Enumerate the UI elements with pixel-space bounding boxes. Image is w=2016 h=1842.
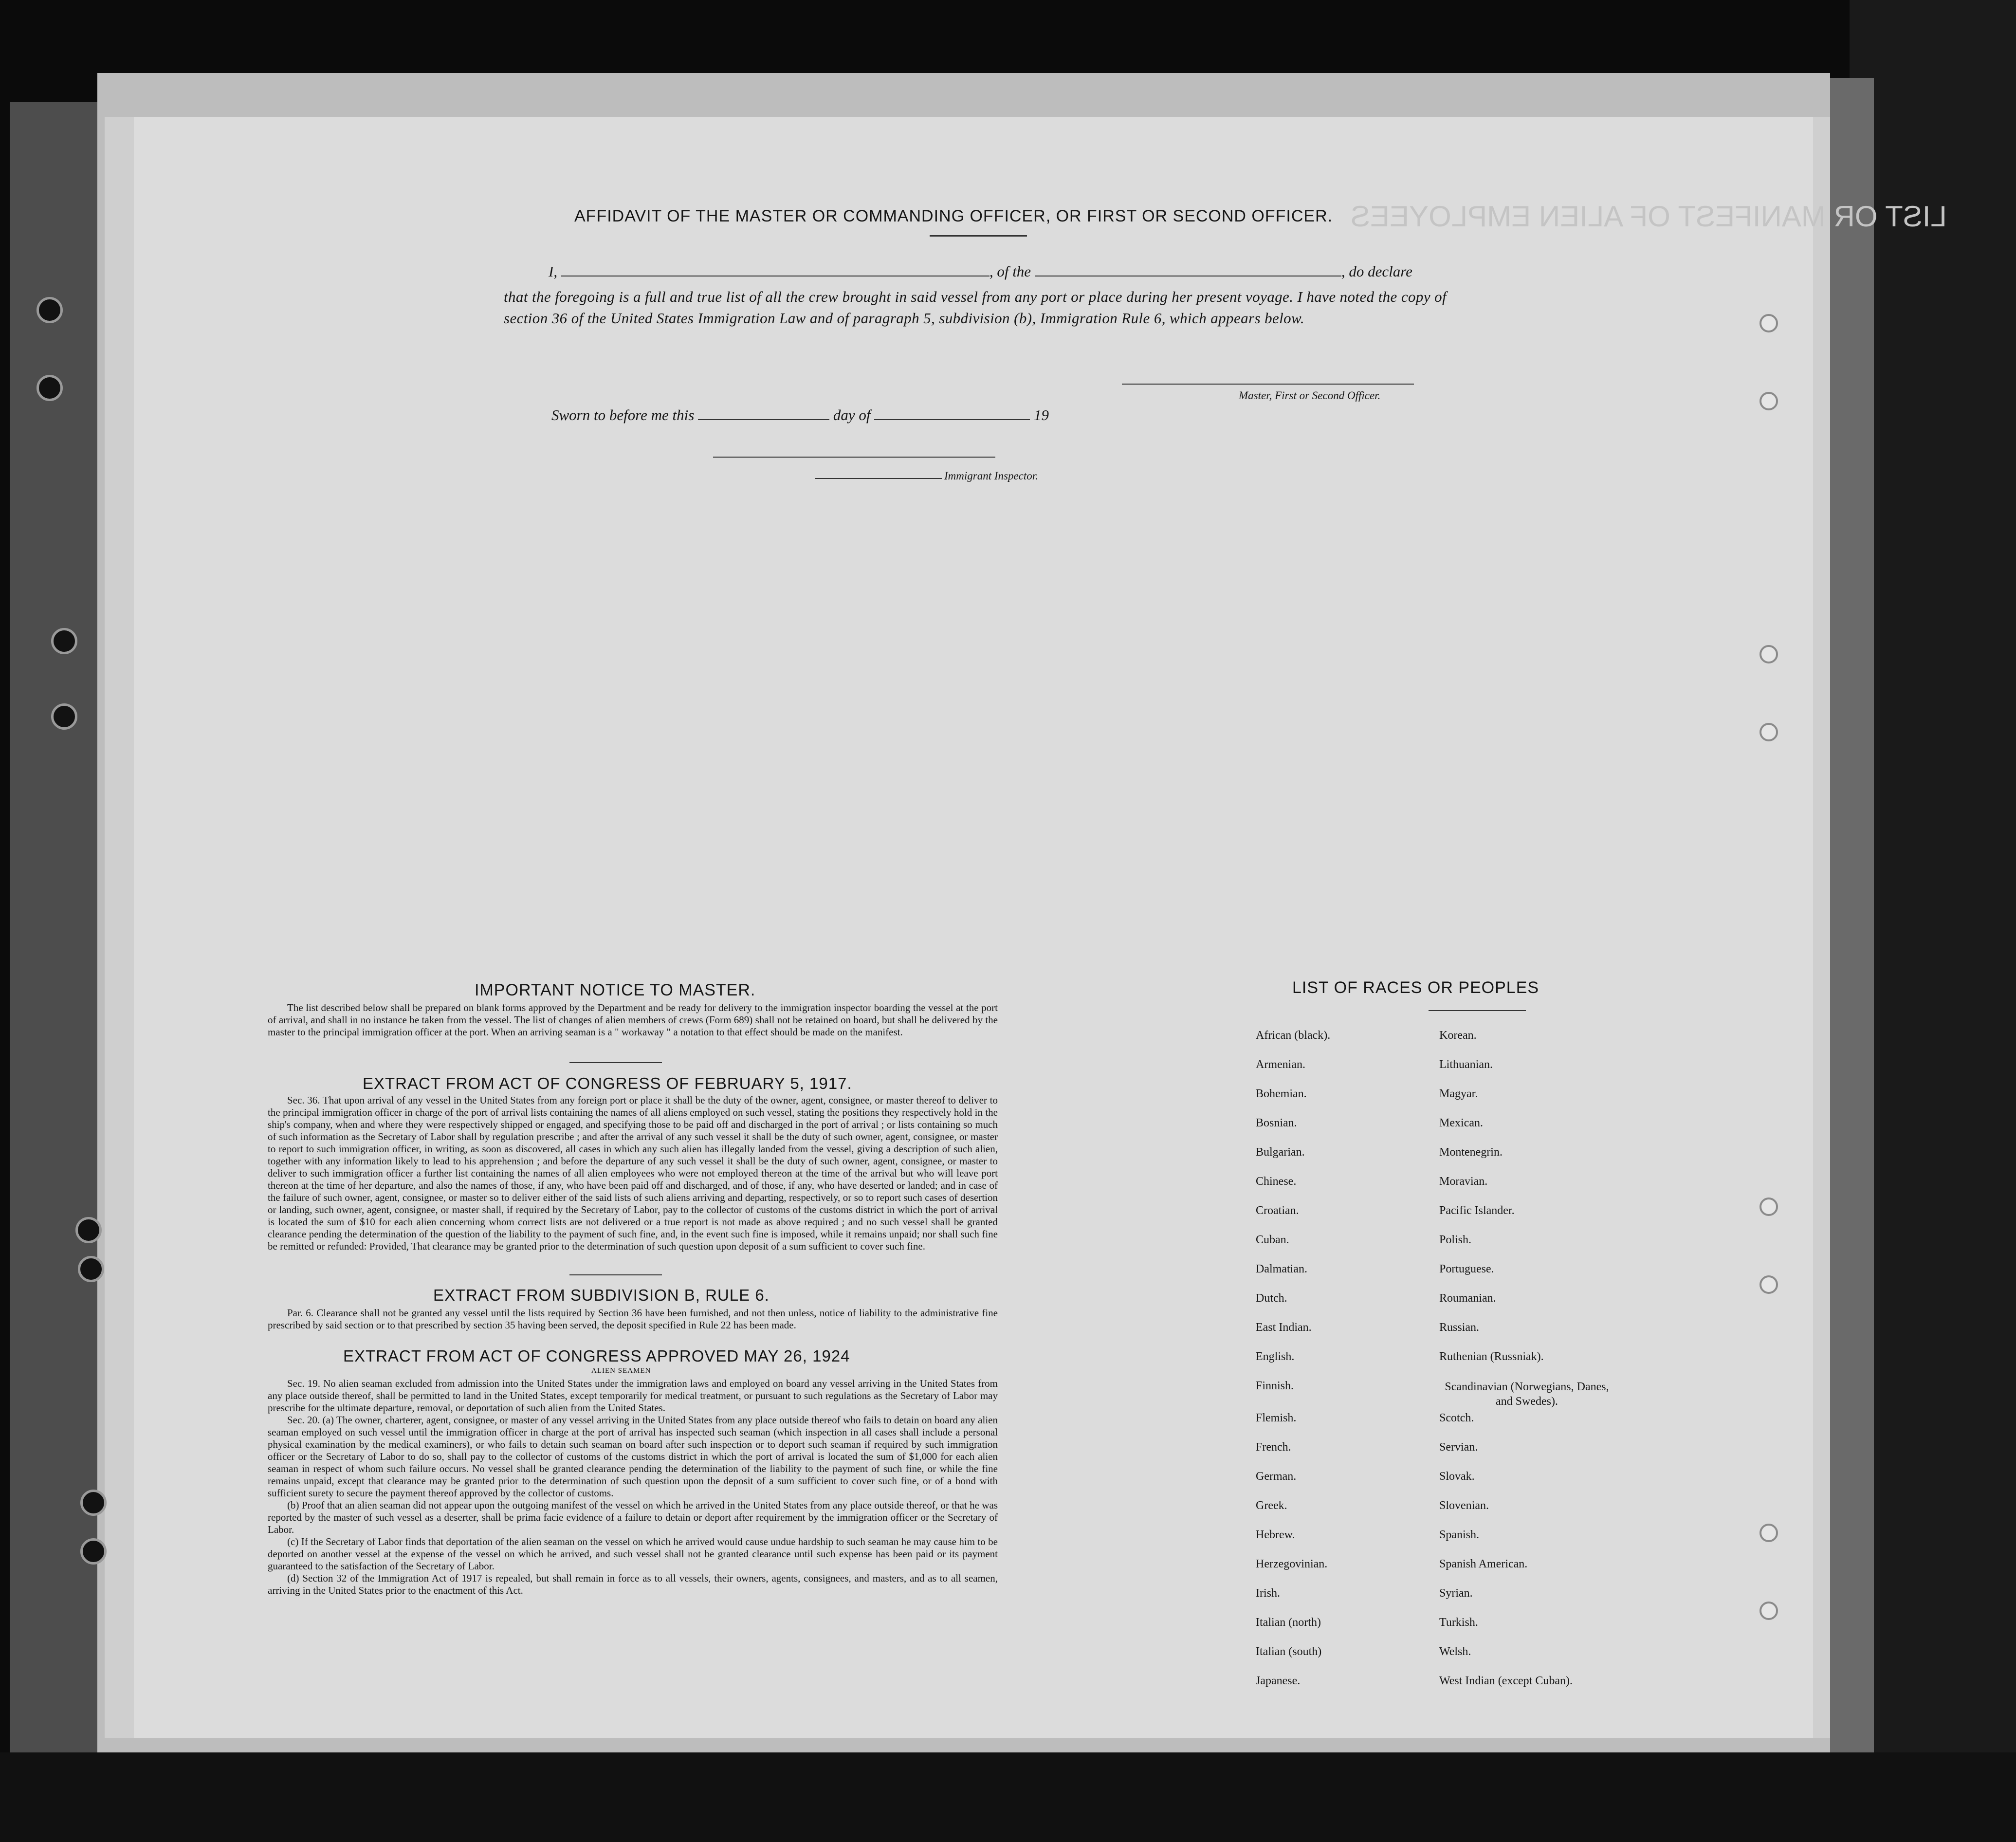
sworn-day-label: day of (833, 406, 871, 424)
right-binding-strip (1830, 78, 1874, 1752)
extract-1924-paragraph: (c) If the Secretary of Labor finds that deportation of the alien seaman on the vessel on which he arrived would cause undue hardship to such seaman he may cause him to be deported on another vessel at the expense of the vessel on which he arrived, and such vessel shall not be granted clearance until such expense has been paid or its payment guaranteed to the satisfaction of the Secretary of Labor. (268, 1536, 998, 1572)
race-item: West Indian (except Cuban). (1439, 1675, 1573, 1687)
declare-mid: , of the (989, 263, 1031, 280)
race-item: Irish. (1256, 1587, 1280, 1600)
race-item: Bosnian. (1256, 1117, 1297, 1129)
race-item: English. (1256, 1350, 1295, 1363)
race-item: Scandinavian (Norwegians, Danes, and Swedes). (1445, 1381, 1609, 1408)
inspector-label: Immigrant Inspector. (944, 470, 1038, 482)
title-divider (930, 235, 1027, 237)
race-item: Montenegrin. (1439, 1146, 1503, 1159)
race-item: Slovenian. (1439, 1499, 1489, 1512)
race-item: Finnish. (1256, 1380, 1294, 1392)
vessel-blank[interactable] (1035, 275, 1341, 276)
binder-hole (1759, 1275, 1778, 1294)
extract-1924-subtitle: ALIEN SEAMEN (591, 1367, 651, 1375)
extract-1924-paragraph: (d) Section 32 of the Immigration Act of 1917 is repealed, but shall remain in force as to all vessels, their owners, agents, consignees, and masters, and as to all seamen, arriving in the United States prior to the enactment of this Act. (268, 1572, 998, 1596)
race-item: Herzegovinian. (1256, 1558, 1328, 1570)
race-item: Cuban. (1256, 1234, 1289, 1246)
binder-hole (75, 1217, 102, 1243)
binder-hole (1759, 1602, 1778, 1620)
binder-hole (78, 1256, 104, 1282)
races-divider (1429, 1010, 1526, 1011)
binder-hole (37, 297, 63, 323)
race-item: Dalmatian. (1256, 1263, 1307, 1275)
race-item: Roumanian. (1439, 1292, 1496, 1305)
extract-1924-paragraph: Sec. 20. (a) The owner, charterer, agent, consignee, or master of any vessel arriving in the United States from any place outside thereof who fails to detain on board any alien seaman employed on such vessel until the immigration officer in charge at the port of arrival has inspected such seaman (which inspection in all cases shall include a personal physical examination by the medical examiners), or who fails to detain such seaman on board after such inspection or to deport such seaman if required by such immigration officer or the Secretary of Labor to do so, shall pay to the collector of customs of the customs district in which the port of arrival is located the sum of $1,000 for each alien seaman in respect of whom such failure occurs. No vessel shall be granted clearance pending the determination of the liability to the payment of such fine, or while the fine remains unpaid, except that clearance may be granted prior to the determination of such question upon the deposit of a sum sufficient to cover such fine, or of a bond with sufficient surety to secure the payment thereof approved by the collector of customs. (268, 1414, 998, 1499)
race-item: Greek. (1256, 1499, 1287, 1512)
binder-hole (1759, 1197, 1778, 1216)
extract-1924-paragraph: Sec. 19. No alien seaman excluded from admission into the United States under the immigration laws and employed on board any vessel arriving in the United States from any place outside thereof, shall be permitted to land in the United States, except temporarily for medical treatment, or pursuant to such regulations as the Secretary of Labor may prescribe for the ultimate departure, removal, or deportation of such alien from the United States. (268, 1378, 998, 1414)
notice-title: IMPORTANT NOTICE TO MASTER. (475, 981, 756, 999)
race-item: East Indian. (1256, 1321, 1312, 1334)
race-item: German. (1256, 1470, 1297, 1483)
declaration-body: that the foregoing is a full and true list of all the crew brought in said vessel from any port or place during her present voyage. I have noted the copy of section 36 of the United States Immigration Law and of paragraph 5, subdivision (b), Immigration Rule 6, which appears below. (504, 288, 1447, 327)
race-item: Lithuanian. (1439, 1058, 1493, 1071)
extract-rule6-title: EXTRACT FROM SUBDIVISION B, RULE 6. (433, 1286, 770, 1304)
race-item: Servian. (1439, 1441, 1478, 1454)
race-item: Croatian. (1256, 1204, 1299, 1217)
extract-rule6-paragraph: Par. 6. Clearance shall not be granted any vessel until the lists required by Section 36 have been furnished, and not then unless, notice of liability to the administrative fine prescribed by said section or to that prescribed by section 35 having been served, the deposit specified in Rule 22 has been made. (268, 1307, 998, 1331)
declaration-line (549, 263, 1590, 280)
binder-hole (37, 375, 63, 401)
race-item: Turkish. (1439, 1616, 1478, 1629)
race-item: Ruthenian (Russniak). (1439, 1350, 1544, 1363)
race-item: Bulgarian. (1256, 1146, 1305, 1159)
inspector-lead-line (815, 478, 942, 479)
section-divider (569, 1062, 662, 1063)
inspector-signature-line[interactable] (713, 457, 995, 458)
race-item: Bohemian. (1256, 1087, 1307, 1100)
binder-hole (1759, 645, 1778, 663)
right-dark-edge (1850, 0, 2016, 1842)
race-item: Magyar. (1439, 1087, 1478, 1100)
race-item: Portuguese. (1439, 1263, 1494, 1275)
race-item: Hebrew. (1256, 1529, 1295, 1541)
race-item: Russian. (1439, 1321, 1480, 1334)
race-item: Armenian. (1256, 1058, 1305, 1071)
extract-1917-paragraph: Sec. 36. That upon arrival of any vessel in the United States from any foreign port or place it shall be the duty of the owner, agent, consignee, or master thereof to deliver to the principal immigration officer in charge of the port of arrival lists containing the names of all aliens employed on such vessel, stating the positions they respectively hold in the ship's company, when and where they were respectively shipped or engaged, and specifying those to be paid off and discharged in the port of arrival ; or lists containing so much of such information as the Secretary of Labor shall by regulation prescribe ; and after the arrival of any such vessel it shall be the duty of such owner, agent, consignee, or master to report to such immigration officer, in writing, as soon as discovered, all cases in which any such alien has illegally landed from the vessel, giving a description of such alien, together with any information likely to lead to his apprehension ; and before the departure of any such vessel it shall be the duty of such owner, agent, consignee, or master to deliver to such immigration officer a further list containing the names of all alien employees who were not employed thereon at the time of the arrival but who will leave port thereon at the time of her departure, and also the names of those, if any, who have been paid off and discharged, and of those, if any, who have deserted or landed; and in case of the failure of such owner, agent, consignee, or master so to deliver either of the said lists of such aliens arriving and departing, respectively, or so to report such cases of desertion or landing, such owner, agent, consignee, or master shall, if required by the Secretary of Labor, pay to the collector of customs of the customs district in which the port of arrival is located the sum of $10 for each alien concerning whom correct lists are not delivered or a true report is not made as above required ; and no such vessel shall be granted clearance pending the determination of the question of the liability to the payment of such fine, and, in the event such fine is imposed, while it remains unpaid; nor shall such fine be remitted or refunded: Provided, That clearance may be granted prior to the determination of such question upon deposit of a sum sufficient to cover such fine. (268, 1094, 998, 1252)
binder-hole (51, 628, 77, 654)
extract-1924-paragraph: (b) Proof that an alien seaman did not appear upon the outgoing manifest of the vessel on which he arrived in the United States from any place outside thereof, or that he was reported by the master of such vessel as a deserter, shall be prima facie evidence of a failure to detain or deport after requirement by the immigration officer or the Secretary of Labor. (268, 1499, 998, 1535)
binder-hole (1759, 392, 1778, 410)
race-item: Welsh. (1439, 1645, 1471, 1658)
extract-1924-title: EXTRACT FROM ACT OF CONGRESS APPROVED MAY 26, 1924 (343, 1347, 850, 1365)
race-item: Japanese. (1256, 1675, 1301, 1687)
race-item: Dutch. (1256, 1292, 1287, 1305)
race-item: Scotch. (1439, 1412, 1474, 1424)
race-item: Polish. (1439, 1234, 1472, 1246)
sworn-month-blank[interactable] (874, 419, 1030, 420)
race-item: Chinese. (1256, 1175, 1297, 1188)
race-item: Spanish American. (1439, 1558, 1528, 1570)
races-title: LIST OF RACES OR PEOPLES (1292, 978, 1539, 997)
sworn-prefix: Sworn to before me this (551, 406, 695, 424)
race-item: African (black). (1256, 1029, 1331, 1042)
race-item: Spanish. (1439, 1529, 1480, 1541)
notice-text (268, 1002, 998, 1038)
binder-hole (80, 1490, 107, 1516)
race-item: Pacific Islander. (1439, 1204, 1515, 1217)
race-item: Korean. (1439, 1029, 1477, 1042)
race-item: Slovak. (1439, 1470, 1475, 1483)
race-item: Moravian. (1439, 1175, 1488, 1188)
extract-1917-text (268, 1094, 998, 1253)
extract-rule6-text (268, 1307, 998, 1331)
signature-line[interactable] (1122, 384, 1414, 385)
name-blank[interactable] (561, 275, 990, 276)
signature-label: Master, First or Second Officer. (1239, 389, 1381, 402)
race-item: French. (1256, 1441, 1291, 1454)
binder-hole (1759, 314, 1778, 332)
race-item: Syrian. (1439, 1587, 1473, 1600)
affidavit-page (134, 117, 1947, 1738)
binder-hole (1759, 723, 1778, 741)
bottom-dark-edge (0, 1752, 2016, 1842)
binder-hole (51, 703, 77, 730)
bleed-through-text: LIST OR MANIFEST OF ALIEN EMPLOYEES (1351, 200, 1947, 233)
section-divider (569, 1274, 662, 1275)
extract-1924-text (268, 1378, 998, 1597)
affidavit-title: AFFIDAVIT OF THE MASTER OR COMMANDING OFFICER, OR FIRST OR SECOND OFFICER. (574, 207, 1333, 225)
binder-hole (1759, 1524, 1778, 1542)
sworn-day-blank[interactable] (698, 419, 829, 420)
sworn-year: 19 (1033, 406, 1049, 424)
sworn-line (551, 406, 1049, 424)
declare-prefix: I, (549, 263, 558, 280)
race-item: Italian (south) (1256, 1645, 1322, 1658)
notice-paragraph: The list described below shall be prepared on blank forms approved by the Department and be ready for delivery to the immigration inspector boarding the vessel at the port of arrival, and shall in no instance be taken from the vessel. The list of changes of alien members of crews (Form 689) shall not be retained on board, but shall be delivered by the master to the principal immigration officer at the port. When an arriving seaman is a " workaway " a notation to that effect should be made on the manifest. (268, 1002, 998, 1038)
race-item: Italian (north) (1256, 1616, 1321, 1629)
binder-hole (80, 1538, 107, 1565)
extract-1917-title: EXTRACT FROM ACT OF CONGRESS OF FEBRUARY 5, 1917. (363, 1074, 852, 1092)
race-item: Mexican. (1439, 1117, 1483, 1129)
declare-suffix: , do declare (1341, 263, 1412, 280)
race-item: Flemish. (1256, 1412, 1297, 1424)
